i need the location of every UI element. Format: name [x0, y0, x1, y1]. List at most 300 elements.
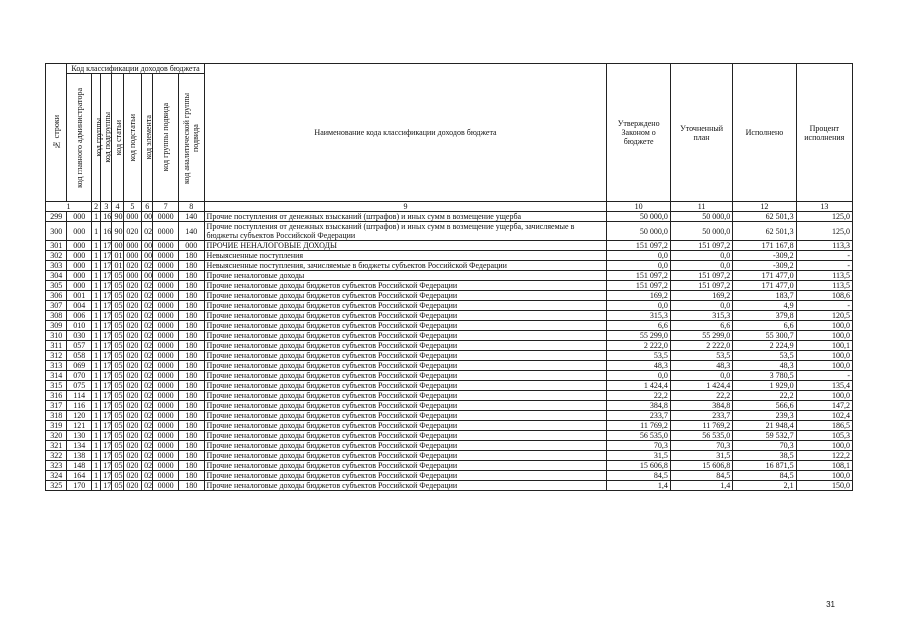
table-row	[46, 241, 853, 251]
analytic-group-code: 180	[178, 471, 204, 481]
row-name: Прочие неналоговые доходы бюджетов субъектов Российской Федерации	[204, 431, 607, 441]
col-number: 4	[112, 202, 123, 212]
admin-code: 004	[67, 301, 92, 311]
col-number: 12	[733, 202, 796, 212]
approved-value: 0,0	[607, 251, 670, 261]
table-row	[46, 431, 853, 441]
percent-value: 122,2	[796, 451, 852, 461]
col-number: 5	[123, 202, 141, 212]
row-number: 307	[46, 301, 67, 311]
subgroup-code: 17	[101, 291, 112, 301]
header-approved: Утверждено Законом о бюджете	[607, 64, 670, 202]
admin-code: 114	[67, 391, 92, 401]
analytic-group-code: 000	[178, 241, 204, 251]
percent-value: 102,4	[796, 411, 852, 421]
approved-value: 0,0	[607, 371, 670, 381]
plan-value: 233,7	[670, 411, 732, 421]
subgroup-code: 17	[101, 321, 112, 331]
approved-value: 11 769,2	[607, 421, 670, 431]
subtype-group-code: 0000	[153, 431, 179, 441]
group-code: 1	[92, 301, 101, 311]
substatement-code: 000	[123, 271, 141, 281]
row-number: 300	[46, 222, 67, 241]
col-number: 8	[178, 202, 204, 212]
subgroup-code: 17	[101, 341, 112, 351]
subtype-group-code: 0000	[153, 281, 179, 291]
header-plan: Уточненный план	[670, 64, 732, 202]
subtype-group-code: 0000	[153, 401, 179, 411]
subgroup-code: 17	[101, 331, 112, 341]
article-code: 05	[112, 421, 123, 431]
header-code-col: код подстатьи	[123, 74, 141, 202]
subgroup-code: 16	[101, 222, 112, 241]
group-code: 1	[92, 222, 101, 241]
plan-value: 384,8	[670, 401, 732, 411]
subtype-group-code: 0000	[153, 411, 179, 421]
header-code-col: код главного администратора	[67, 74, 92, 202]
table-row	[46, 481, 853, 491]
subtype-group-code: 0000	[153, 291, 179, 301]
percent-value: 113,5	[796, 271, 852, 281]
row-number: 324	[46, 471, 67, 481]
table-row	[46, 381, 853, 391]
subgroup-code: 17	[101, 471, 112, 481]
group-code: 1	[92, 331, 101, 341]
executed-value: 84,5	[733, 471, 796, 481]
subtype-group-code: 0000	[153, 351, 179, 361]
analytic-group-code: 180	[178, 301, 204, 311]
executed-value: 62 501,3	[733, 222, 796, 241]
analytic-group-code: 180	[178, 261, 204, 271]
plan-value: 315,3	[670, 311, 732, 321]
admin-code: 058	[67, 351, 92, 361]
admin-code: 006	[67, 311, 92, 321]
plan-value: 22,2	[670, 391, 732, 401]
subgroup-code: 17	[101, 401, 112, 411]
budget-revenue-table	[45, 63, 853, 491]
admin-code: 075	[67, 381, 92, 391]
header-code-col: код статьи	[112, 74, 123, 202]
article-code: 05	[112, 331, 123, 341]
subtype-group-code: 0000	[153, 241, 179, 251]
table-row	[46, 361, 853, 371]
table-row	[46, 222, 853, 241]
substatement-code: 020	[123, 222, 141, 241]
group-code: 1	[92, 251, 101, 261]
row-number: 323	[46, 461, 67, 471]
percent-value: -	[796, 261, 852, 271]
header-row-num: № строки	[46, 64, 67, 202]
admin-code: 010	[67, 321, 92, 331]
approved-value: 6,6	[607, 321, 670, 331]
article-code: 05	[112, 411, 123, 421]
admin-code: 070	[67, 371, 92, 381]
row-name: Прочие неналоговые доходы бюджетов субъектов Российской Федерации	[204, 321, 607, 331]
subgroup-code: 17	[101, 351, 112, 361]
approved-value: 56 535,0	[607, 431, 670, 441]
percent-value: 100,0	[796, 321, 852, 331]
row-name: Прочие неналоговые доходы бюджетов субъектов Российской Федерации	[204, 311, 607, 321]
article-code: 05	[112, 471, 123, 481]
element-code: 00	[142, 271, 153, 281]
percent-value: 186,5	[796, 421, 852, 431]
row-number: 320	[46, 431, 67, 441]
subtype-group-code: 0000	[153, 371, 179, 381]
percent-value: 100,0	[796, 391, 852, 401]
table-row	[46, 281, 853, 291]
admin-code: 000	[67, 212, 92, 222]
subtype-group-code: 0000	[153, 481, 179, 491]
executed-value: 171 477,0	[733, 281, 796, 291]
row-name: Невыясненные поступления	[204, 251, 607, 261]
col-number: 2	[92, 202, 101, 212]
percent-value: 125,0	[796, 222, 852, 241]
group-code: 1	[92, 411, 101, 421]
row-number: 306	[46, 291, 67, 301]
subtype-group-code: 0000	[153, 441, 179, 451]
substatement-code: 020	[123, 361, 141, 371]
table-row	[46, 321, 853, 331]
column-number-row	[46, 202, 853, 212]
analytic-group-code: 180	[178, 461, 204, 471]
subtype-group-code: 0000	[153, 321, 179, 331]
substatement-code: 020	[123, 371, 141, 381]
executed-value: 1 929,0	[733, 381, 796, 391]
admin-code: 120	[67, 411, 92, 421]
group-code: 1	[92, 271, 101, 281]
plan-value: 2 222,0	[670, 341, 732, 351]
element-code: 02	[142, 281, 153, 291]
percent-value: 113,3	[796, 241, 852, 251]
group-code: 1	[92, 321, 101, 331]
admin-code: 057	[67, 341, 92, 351]
admin-code: 000	[67, 281, 92, 291]
row-name: Прочие неналоговые доходы бюджетов субъектов Российской Федерации	[204, 421, 607, 431]
admin-code: 134	[67, 441, 92, 451]
substatement-code: 020	[123, 381, 141, 391]
admin-code: 164	[67, 471, 92, 481]
row-name: Невыясненные поступления, зачисляемые в бюджеты субъектов Российской Федерации	[204, 261, 607, 271]
analytic-group-code: 180	[178, 401, 204, 411]
table-row	[46, 331, 853, 341]
percent-value: 100,0	[796, 441, 852, 451]
table-row	[46, 401, 853, 411]
plan-value: 55 299,0	[670, 331, 732, 341]
group-code: 1	[92, 311, 101, 321]
executed-value: 22,2	[733, 391, 796, 401]
element-code: 02	[142, 411, 153, 421]
element-code: 02	[142, 301, 153, 311]
article-code: 05	[112, 271, 123, 281]
admin-code: 000	[67, 241, 92, 251]
substatement-code: 020	[123, 291, 141, 301]
percent-value: -	[796, 251, 852, 261]
header-code-col: код группы подвида	[153, 74, 179, 202]
row-number: 313	[46, 361, 67, 371]
approved-value: 55 299,0	[607, 331, 670, 341]
substatement-code: 020	[123, 281, 141, 291]
percent-value: 135,4	[796, 381, 852, 391]
group-code: 1	[92, 212, 101, 222]
approved-value: 1 424,4	[607, 381, 670, 391]
percent-value: 150,0	[796, 481, 852, 491]
group-code: 1	[92, 351, 101, 361]
article-code: 01	[112, 261, 123, 271]
admin-code: 121	[67, 421, 92, 431]
admin-code: 000	[67, 261, 92, 271]
subtype-group-code: 0000	[153, 222, 179, 241]
substatement-code: 020	[123, 351, 141, 361]
article-code: 05	[112, 371, 123, 381]
element-code: 00	[142, 251, 153, 261]
article-code: 05	[112, 301, 123, 311]
article-code: 01	[112, 251, 123, 261]
table-row	[46, 351, 853, 361]
percent-value: 100,0	[796, 361, 852, 371]
group-code: 1	[92, 261, 101, 271]
row-number: 314	[46, 371, 67, 381]
admin-code: 069	[67, 361, 92, 371]
percent-value: 100,0	[796, 471, 852, 481]
executed-value: 183,7	[733, 291, 796, 301]
row-name: Прочие поступления от денежных взысканий (штрафов) и иных сумм в возмещение ущерба, зачисляемые в бюджеты субъектов Российской Федерации	[204, 222, 607, 241]
group-code: 1	[92, 371, 101, 381]
row-name: Прочие неналоговые доходы бюджетов субъектов Российской Федерации	[204, 481, 607, 491]
row-name: Прочие неналоговые доходы бюджетов субъектов Российской Федерации	[204, 471, 607, 481]
plan-value: 1 424,4	[670, 381, 732, 391]
analytic-group-code: 140	[178, 212, 204, 222]
executed-value: -309,2	[733, 251, 796, 261]
header-code-col: код элемента	[142, 74, 153, 202]
row-name: Прочие неналоговые доходы бюджетов субъектов Российской Федерации	[204, 401, 607, 411]
element-code: 02	[142, 371, 153, 381]
substatement-code: 020	[123, 401, 141, 411]
element-code: 02	[142, 222, 153, 241]
plan-value: 0,0	[670, 371, 732, 381]
substatement-code: 020	[123, 421, 141, 431]
substatement-code: 020	[123, 451, 141, 461]
header-code-col: код аналитической группы подвида	[178, 74, 204, 202]
table-row	[46, 311, 853, 321]
row-number: 299	[46, 212, 67, 222]
group-code: 1	[92, 471, 101, 481]
row-number: 301	[46, 241, 67, 251]
analytic-group-code: 180	[178, 321, 204, 331]
row-number: 325	[46, 481, 67, 491]
row-name: Прочие неналоговые доходы бюджетов субъектов Российской Федерации	[204, 361, 607, 371]
element-code: 00	[142, 212, 153, 222]
subtype-group-code: 0000	[153, 361, 179, 371]
subgroup-code: 17	[101, 461, 112, 471]
element-code: 02	[142, 401, 153, 411]
percent-value: 100,0	[796, 351, 852, 361]
substatement-code: 020	[123, 481, 141, 491]
article-code: 05	[112, 361, 123, 371]
row-number: 315	[46, 381, 67, 391]
approved-value: 384,8	[607, 401, 670, 411]
percent-value: 105,3	[796, 431, 852, 441]
plan-value: 53,5	[670, 351, 732, 361]
executed-value: 4,9	[733, 301, 796, 311]
analytic-group-code: 180	[178, 371, 204, 381]
percent-value: 125,0	[796, 212, 852, 222]
header-code-col: код подгруппы	[101, 74, 112, 202]
percent-value: -	[796, 301, 852, 311]
header-percent: Процент исполнения	[796, 64, 852, 202]
col-number: 9	[204, 202, 607, 212]
subtype-group-code: 0000	[153, 271, 179, 281]
percent-value: 108,1	[796, 461, 852, 471]
row-number: 321	[46, 441, 67, 451]
approved-value: 15 606,8	[607, 461, 670, 471]
subtype-group-code: 0000	[153, 471, 179, 481]
article-code: 05	[112, 391, 123, 401]
analytic-group-code: 180	[178, 411, 204, 421]
subgroup-code: 17	[101, 481, 112, 491]
executed-value: 171 477,0	[733, 271, 796, 281]
plan-value: 151 097,2	[670, 241, 732, 251]
approved-value: 1,4	[607, 481, 670, 491]
approved-value: 50 000,0	[607, 212, 670, 222]
substatement-code: 020	[123, 471, 141, 481]
element-code: 02	[142, 321, 153, 331]
plan-value: 0,0	[670, 251, 732, 261]
col-number: 10	[607, 202, 670, 212]
table-row	[46, 301, 853, 311]
substatement-code: 020	[123, 311, 141, 321]
percent-value: -	[796, 371, 852, 381]
percent-value: 100,0	[796, 331, 852, 341]
group-code: 1	[92, 481, 101, 491]
admin-code: 170	[67, 481, 92, 491]
element-code: 02	[142, 421, 153, 431]
admin-code: 000	[67, 251, 92, 261]
subgroup-code: 17	[101, 361, 112, 371]
plan-value: 151 097,2	[670, 281, 732, 291]
subtype-group-code: 0000	[153, 451, 179, 461]
row-name: Прочие неналоговые доходы бюджетов субъектов Российской Федерации	[204, 451, 607, 461]
col-number: 6	[142, 202, 153, 212]
col-number: 7	[153, 202, 179, 212]
element-code: 02	[142, 261, 153, 271]
row-name: Прочие неналоговые доходы бюджетов субъектов Российской Федерации	[204, 391, 607, 401]
analytic-group-code: 180	[178, 481, 204, 491]
row-name: Прочие неналоговые доходы бюджетов субъектов Российской Федерации	[204, 411, 607, 421]
table-row	[46, 391, 853, 401]
executed-value: 2,1	[733, 481, 796, 491]
article-code: 05	[112, 381, 123, 391]
percent-value: 147,2	[796, 401, 852, 411]
group-code: 1	[92, 241, 101, 251]
executed-value: 55 300,7	[733, 331, 796, 341]
row-number: 318	[46, 411, 67, 421]
analytic-group-code: 180	[178, 391, 204, 401]
subgroup-code: 17	[101, 251, 112, 261]
row-name: Прочие неналоговые доходы бюджетов субъектов Российской Федерации	[204, 301, 607, 311]
row-number: 317	[46, 401, 67, 411]
executed-value: 3 780,5	[733, 371, 796, 381]
row-name: Прочие неналоговые доходы бюджетов субъектов Российской Федерации	[204, 381, 607, 391]
article-code: 05	[112, 281, 123, 291]
element-code: 02	[142, 451, 153, 461]
analytic-group-code: 180	[178, 381, 204, 391]
approved-value: 151 097,2	[607, 281, 670, 291]
element-code: 02	[142, 471, 153, 481]
analytic-group-code: 180	[178, 271, 204, 281]
approved-value: 0,0	[607, 301, 670, 311]
analytic-group-code: 180	[178, 441, 204, 451]
table-row	[46, 251, 853, 261]
approved-value: 233,7	[607, 411, 670, 421]
executed-value: 171 167,8	[733, 241, 796, 251]
article-code: 05	[112, 451, 123, 461]
executed-value: 70,3	[733, 441, 796, 451]
analytic-group-code: 180	[178, 421, 204, 431]
row-name: Прочие неналоговые доходы бюджетов субъектов Российской Федерации	[204, 281, 607, 291]
approved-value: 70,3	[607, 441, 670, 451]
col-number: 1	[46, 202, 92, 212]
substatement-code: 020	[123, 431, 141, 441]
subtype-group-code: 0000	[153, 212, 179, 222]
table-row	[46, 291, 853, 301]
substatement-code: 020	[123, 321, 141, 331]
executed-value: 62 501,3	[733, 212, 796, 222]
approved-value: 315,3	[607, 311, 670, 321]
analytic-group-code: 180	[178, 331, 204, 341]
executed-value: 16 871,5	[733, 461, 796, 471]
group-code: 1	[92, 361, 101, 371]
group-code: 1	[92, 401, 101, 411]
substatement-code: 020	[123, 441, 141, 451]
executed-value: 59 532,7	[733, 431, 796, 441]
row-number: 310	[46, 331, 67, 341]
element-code: 02	[142, 391, 153, 401]
subgroup-code: 17	[101, 261, 112, 271]
element-code: 02	[142, 311, 153, 321]
approved-value: 48,3	[607, 361, 670, 371]
table-row	[46, 411, 853, 421]
plan-value: 84,5	[670, 471, 732, 481]
analytic-group-code: 180	[178, 251, 204, 261]
table-row	[46, 371, 853, 381]
group-code: 1	[92, 421, 101, 431]
article-code: 05	[112, 461, 123, 471]
executed-value: 21 948,4	[733, 421, 796, 431]
row-name: Прочие неналоговые доходы бюджетов субъектов Российской Федерации	[204, 351, 607, 361]
row-number: 316	[46, 391, 67, 401]
analytic-group-code: 180	[178, 281, 204, 291]
plan-value: 56 535,0	[670, 431, 732, 441]
analytic-group-code: 180	[178, 361, 204, 371]
row-number: 312	[46, 351, 67, 361]
element-code: 02	[142, 341, 153, 351]
subgroup-code: 17	[101, 431, 112, 441]
row-number: 322	[46, 451, 67, 461]
subgroup-code: 17	[101, 411, 112, 421]
substatement-code: 000	[123, 212, 141, 222]
plan-value: 6,6	[670, 321, 732, 331]
header-kod-group: Код классификации доходов бюджета	[67, 64, 204, 74]
substatement-code: 020	[123, 411, 141, 421]
analytic-group-code: 180	[178, 311, 204, 321]
row-number: 309	[46, 321, 67, 331]
subtype-group-code: 0000	[153, 461, 179, 471]
element-code: 02	[142, 331, 153, 341]
admin-code: 116	[67, 401, 92, 411]
row-number: 303	[46, 261, 67, 271]
plan-value: 0,0	[670, 261, 732, 271]
substatement-code: 020	[123, 461, 141, 471]
